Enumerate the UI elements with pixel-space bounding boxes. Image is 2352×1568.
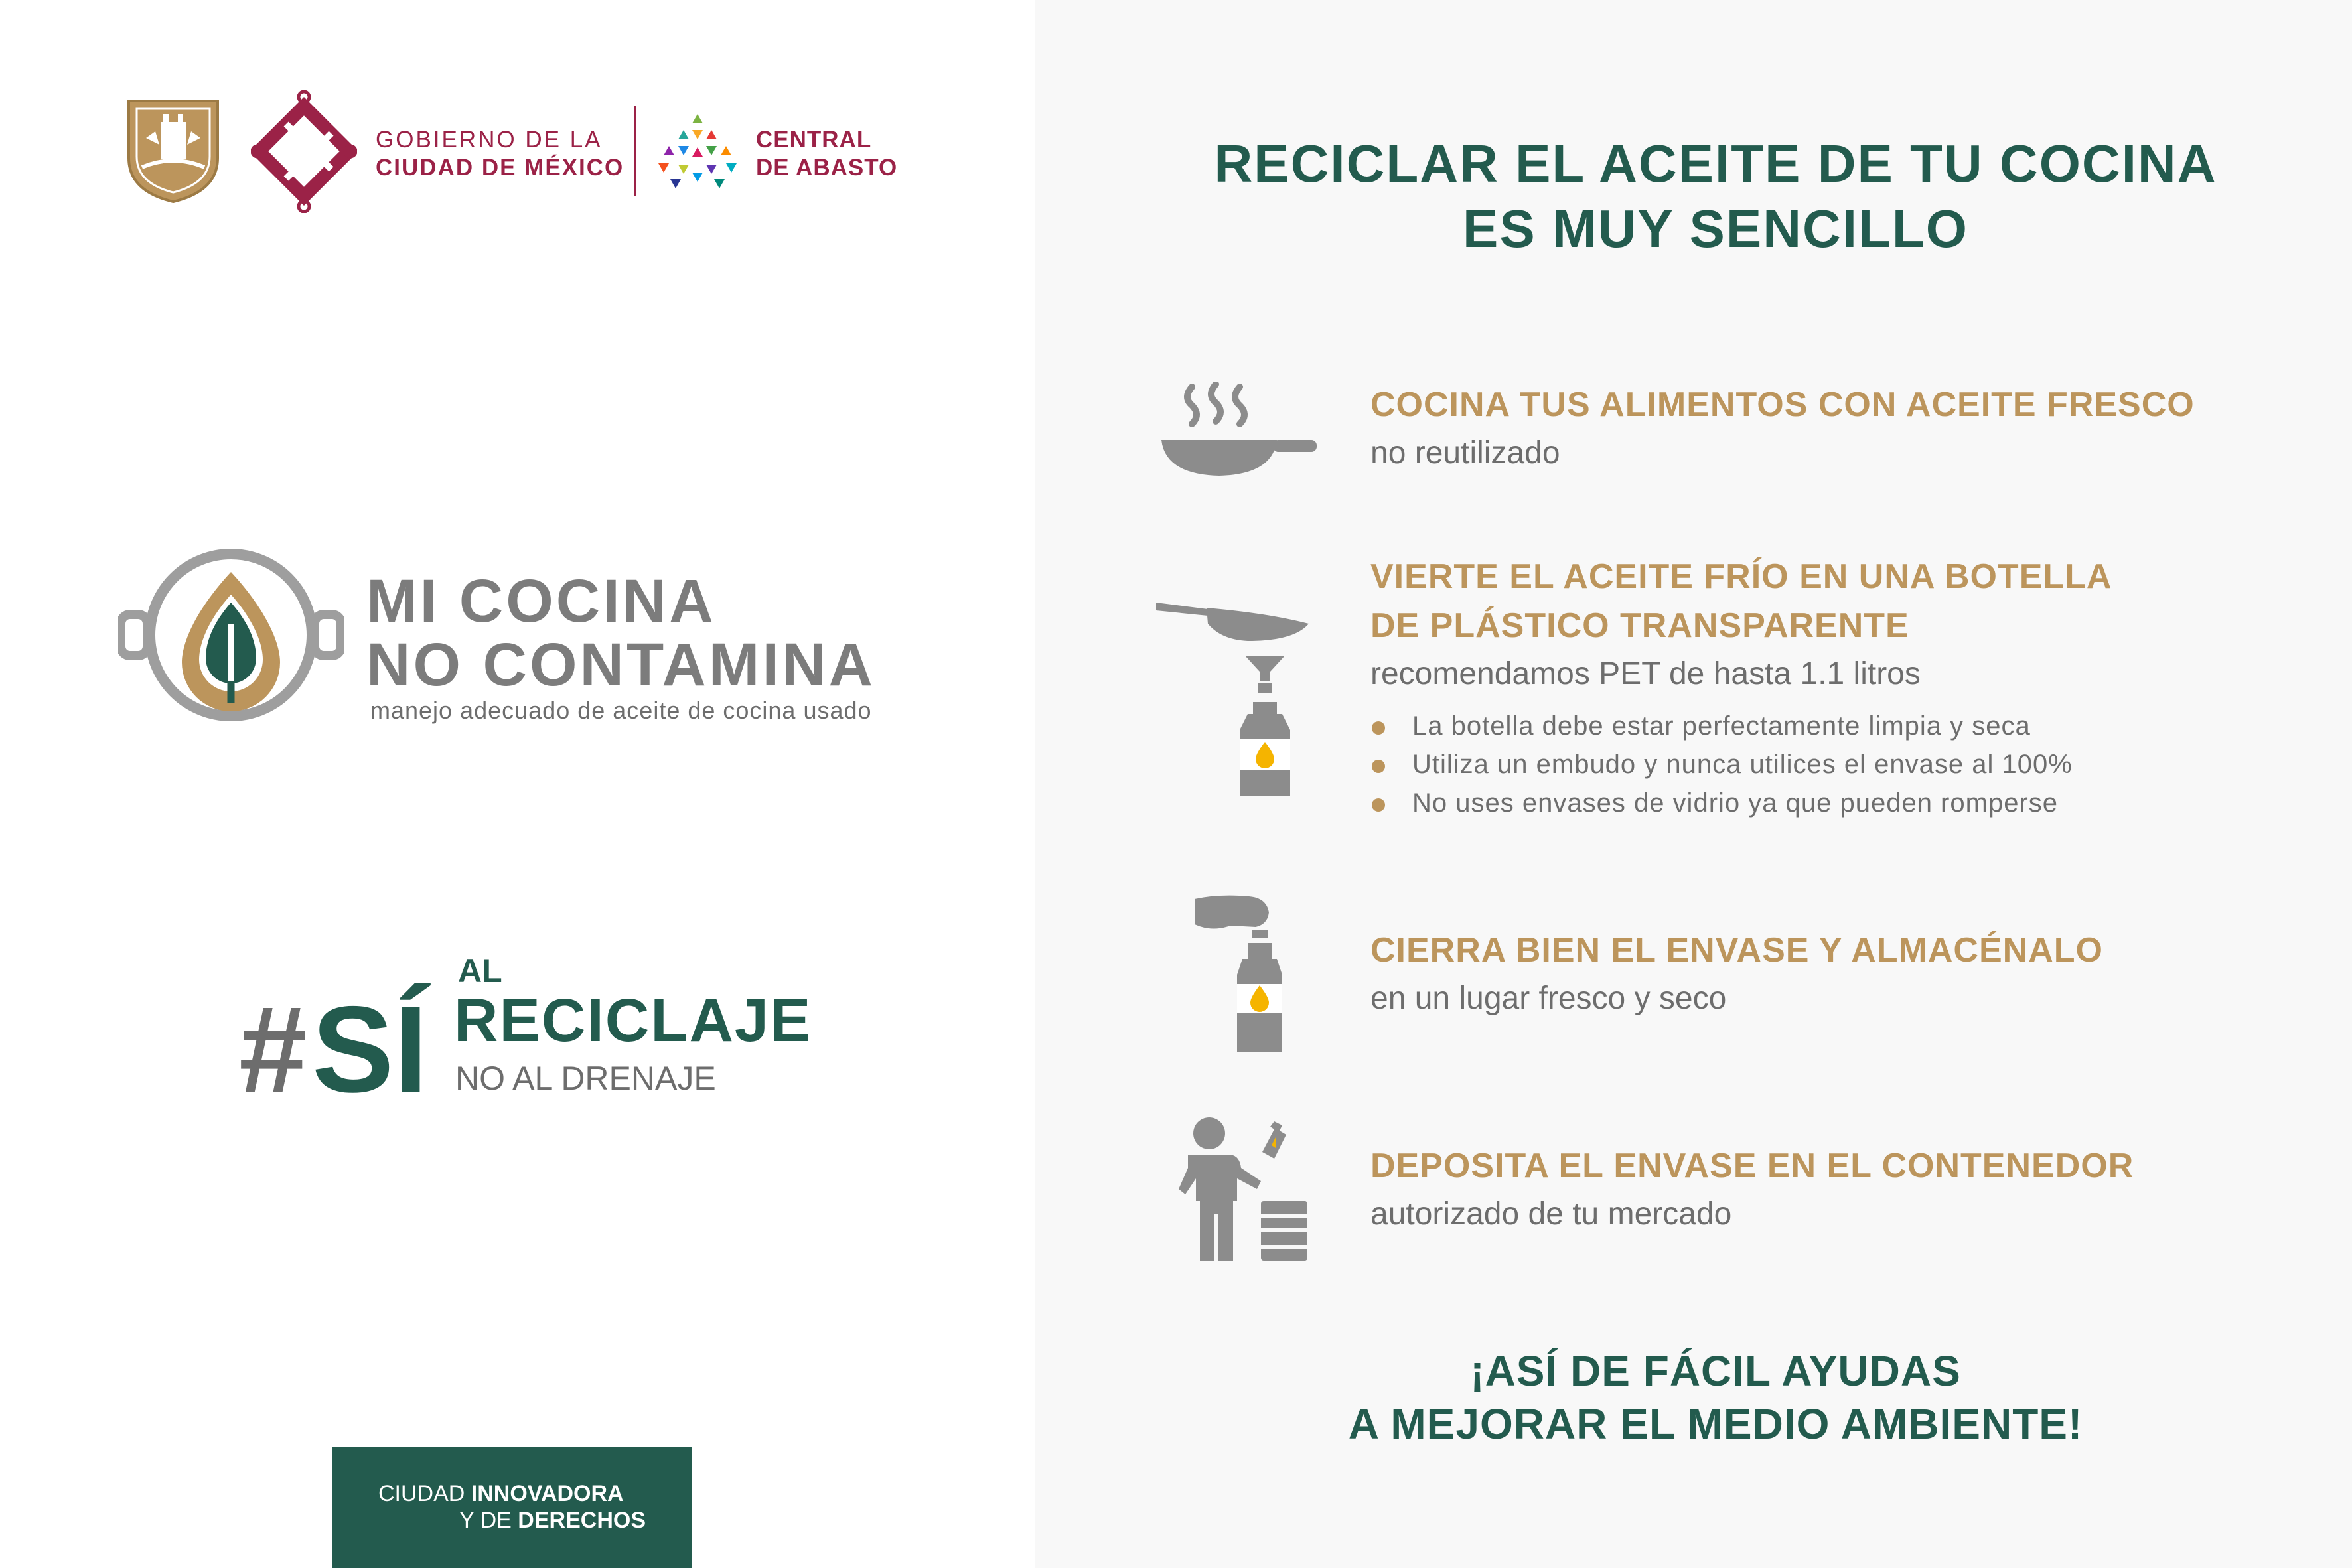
slogan-no-al-drenaje: NO AL DRENAJE: [455, 1060, 716, 1097]
close-bottle-icon: [1192, 892, 1325, 1058]
step-4-title: DEPOSITA EL ENVASE EN EL CONTENEDOR: [1370, 1147, 2134, 1185]
central-abasto-triangles-logo: [657, 113, 738, 192]
step-4: [1370, 1141, 2134, 1238]
campaign-title: MI COCINA NO CONTAMINA: [366, 567, 875, 699]
step-3-subtitle: en un lugar fresco y seco: [1370, 981, 1727, 1016]
main-title: RECICLAR EL ACEITE DE TU COCINA ES MUY SENCILLO: [1214, 134, 2217, 258]
slogan-reciclaje: RECICLAJE: [454, 987, 812, 1054]
badge-line-1: CIUDAD INNOVADORA: [378, 1481, 624, 1506]
left-panel: [0, 0, 1035, 1568]
slogan-al: AL: [458, 952, 502, 989]
right-panel: [1035, 0, 2352, 1568]
list-item: Utiliza un embudo y nunca utilices el envase al 100%: [1370, 745, 2073, 784]
step-2-subtitle: recomendamos PET de hasta 1.1 litros: [1370, 656, 1921, 691]
frying-pan-icon: [1160, 382, 1319, 481]
step-4-subtitle: autorizado de tu mercado: [1370, 1196, 1732, 1232]
pot-leaf-drop-logo: [118, 548, 344, 722]
deposit-container-icon: [1168, 1115, 1314, 1267]
cdmx-knot-logo: [251, 90, 357, 213]
logo-separator: [634, 106, 636, 196]
slogan-si: SÍ: [312, 981, 428, 1118]
slogan-hash: #: [239, 981, 307, 1118]
list-item: La botella debe estar perfectamente limpia y seca: [1370, 707, 2073, 745]
badge-line-2: Y DE DERECHOS: [459, 1508, 646, 1533]
step-1: [1370, 380, 2195, 477]
step-2-bullet-list: [1370, 707, 2073, 822]
ciudad-innovadora-badge: [332, 1447, 692, 1568]
step-2: [1370, 552, 2112, 698]
list-item: No uses envases de vidrio ya que pueden romperse: [1370, 784, 2073, 822]
step-2-title-line-1: VIERTE EL ACEITE FRÍO EN UNA BOTELLA: [1370, 557, 2112, 596]
step-2-title-line-2: DE PLÁSTICO TRANSPARENTE: [1370, 606, 1909, 645]
campaign-subtitle: manejo adecuado de aceite de cocina usado: [370, 697, 872, 724]
pour-oil-bottle-icon: [1155, 597, 1334, 803]
step-1-title: COCINA TUS ALIMENTOS CON ACEITE FRESCO: [1370, 386, 2195, 424]
closing-message: ¡ASÍ DE FÁCIL AYUDAS A MEJORAR EL MEDIO AMBIENTE!: [1348, 1347, 2083, 1448]
gobierno-cdmx-wordmark: GOBIERNO DE LA CIUDAD DE MÉXICO: [376, 127, 625, 180]
step-3-title: CIERRA BIEN EL ENVASE Y ALMACÉNALO: [1370, 931, 2103, 969]
central-abasto-wordmark: CENTRAL DE ABASTO: [756, 127, 898, 180]
cdmx-shield-logo: [126, 98, 220, 204]
step-3: [1370, 926, 2103, 1023]
step-1-subtitle: no reutilizado: [1370, 435, 1560, 470]
